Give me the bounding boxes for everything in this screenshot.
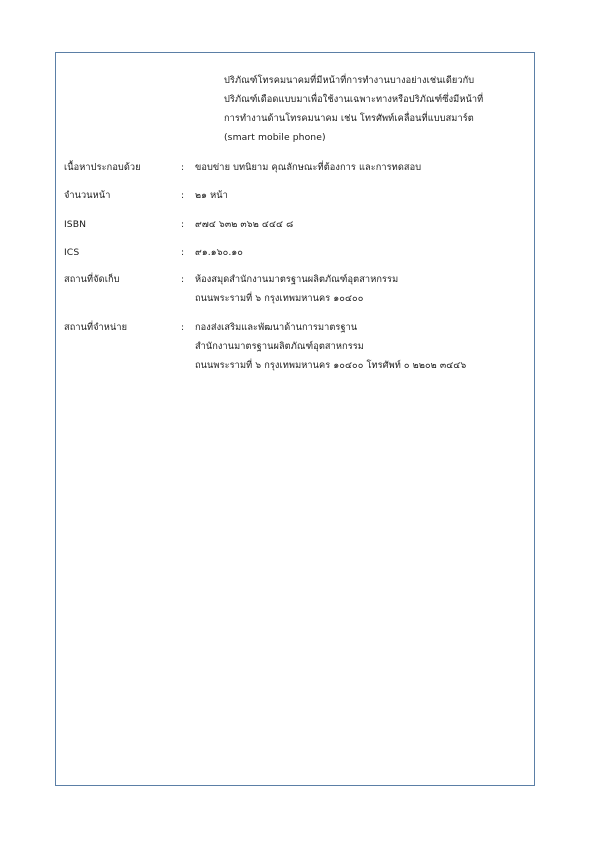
intro-paragraph	[224, 71, 524, 147]
field-value-line: ๙๑.๑๖๐.๑๐	[195, 247, 244, 258]
field-colon: :	[181, 274, 185, 285]
field-value	[195, 158, 525, 177]
field-label: เนื้อหาประกอบด้วย	[64, 162, 141, 173]
field-label: ICS	[64, 247, 80, 258]
intro-line: (smart mobile phone)	[224, 132, 326, 143]
field-colon: :	[181, 219, 185, 230]
field-value	[195, 243, 525, 262]
intro-line: ปริภัณฑ์เดือดแบบมาเพื่อใช้งานเฉพาะทางหรือปริภัณฑ์ซึ่งมีหน้าที่	[224, 94, 484, 105]
field-value-line: ๒๑ หน้า	[195, 190, 228, 201]
field-value-line: ห้องสมุดสำนักงานมาตรฐานผลิตภัณฑ์อุตสาหกรรม	[195, 274, 399, 285]
field-value	[195, 270, 525, 308]
field-colon: :	[181, 247, 185, 258]
field-value-line: ขอบข่าย บทนิยาม คุณลักษณะที่ต้องการ และการทดสอบ	[195, 162, 422, 173]
field-label: จำนวนหน้า	[64, 190, 111, 201]
field-value	[195, 186, 525, 205]
intro-line: การทำงานด้านโทรคมนาคม เช่น โทรศัพท์เคลื่อนที่แบบสมาร์ต	[224, 113, 474, 124]
field-label: ISBN	[64, 219, 87, 230]
field-value-line: ถนนพระรามที่ ๖ กรุงเทพมหานคร ๑๐๔๐๐	[195, 293, 364, 304]
field-value	[195, 215, 525, 234]
field-label: สถานที่จัดเก็บ	[64, 274, 120, 285]
field-value-line: สำนักงานมาตรฐานผลิตภัณฑ์อุตสาหกรรม	[195, 341, 364, 352]
field-colon: :	[181, 322, 185, 333]
field-value-line: กองส่งเสริมและพัฒนาด้านการมาตรฐาน	[195, 322, 358, 333]
page-border	[55, 52, 535, 786]
field-colon: :	[181, 162, 185, 173]
field-value	[195, 318, 525, 375]
field-label: สถานที่จำหน่าย	[64, 322, 128, 333]
intro-line: ปริภัณฑ์โทรคมนาคมที่มีหน้าที่การทำงานบางอย่างเช่นเดียวกับ	[224, 75, 475, 86]
field-value-line: ถนนพระรามที่ ๖ กรุงเทพมหานคร ๑๐๔๐๐ โทรศัพท์ ๐ ๒๒๐๒ ๓๔๔๖	[195, 360, 467, 371]
field-value-line: ๙๗๔ ๖๓๒ ๓๖๒ ๔๔๔ ๘	[195, 219, 294, 230]
field-colon: :	[181, 190, 185, 201]
